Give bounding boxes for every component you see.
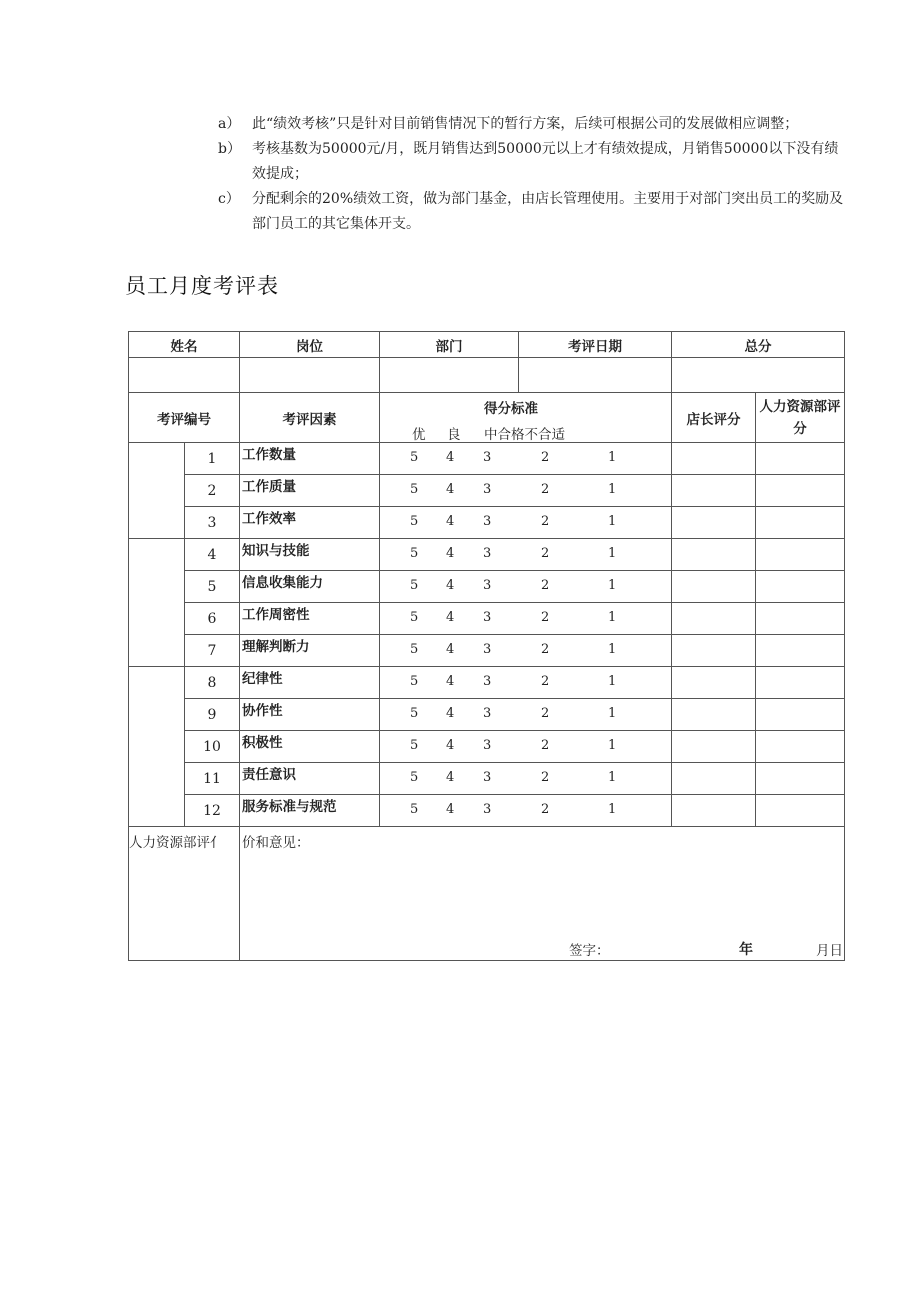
score-standard-row [380, 731, 672, 763]
item-factor: 工作数量 [240, 443, 380, 475]
score-1[interactable]: 1 [608, 546, 617, 561]
score-standard-row [380, 635, 672, 667]
hr-score-field[interactable] [756, 763, 845, 795]
item-number: 2 [185, 475, 240, 507]
item-factor: 积极性 [240, 731, 380, 763]
score-3[interactable]: 3 [483, 674, 492, 689]
header-eval-date: 考评日期 [519, 332, 672, 358]
score-3[interactable]: 3 [483, 802, 492, 817]
manager-score-field[interactable] [672, 475, 756, 507]
score-2[interactable]: 2 [541, 578, 550, 593]
manager-score-field[interactable] [672, 539, 756, 571]
item-factor: 信息收集能力 [240, 571, 380, 603]
header-department: 部门 [380, 332, 519, 358]
score-1[interactable]: 1 [608, 578, 617, 593]
score-3[interactable]: 3 [483, 514, 492, 529]
score-2[interactable]: 2 [541, 770, 550, 785]
score-4[interactable]: 4 [446, 546, 455, 561]
group-cell-2 [129, 539, 185, 667]
score-5[interactable]: 5 [410, 770, 419, 785]
score-5[interactable]: 5 [410, 514, 419, 529]
score-4[interactable]: 4 [446, 674, 455, 689]
manager-score-field[interactable] [672, 763, 756, 795]
position-field[interactable] [240, 358, 380, 393]
header-name: 姓名 [129, 332, 240, 358]
score-2[interactable]: 2 [541, 514, 550, 529]
manager-score-field[interactable] [672, 603, 756, 635]
signature-label: 签字： [569, 943, 610, 959]
hr-score-field[interactable] [756, 603, 845, 635]
item-number: 8 [185, 667, 240, 699]
manager-score-field[interactable] [672, 731, 756, 763]
note-a [218, 112, 848, 137]
item-number: 7 [185, 635, 240, 667]
item-number: 11 [185, 763, 240, 795]
note-text: 此“绩效考核”只是针对目前销售情况下的暂行方案，后续可根据公司的发展做相应调整； [252, 116, 799, 132]
score-standard-row [380, 475, 672, 507]
group-cell-3 [129, 667, 185, 827]
score-4[interactable]: 4 [446, 514, 455, 529]
hr-score-field[interactable] [756, 571, 845, 603]
score-1[interactable]: 1 [608, 706, 617, 721]
hr-score-field[interactable] [756, 699, 845, 731]
hr-comment-text: 价和意见： [242, 835, 310, 851]
manager-score-field[interactable] [672, 795, 756, 827]
item-number: 5 [185, 571, 240, 603]
score-5[interactable]: 5 [410, 674, 419, 689]
score-standard-row [380, 539, 672, 571]
hr-comment-label: 人力资源部评亻 [129, 827, 240, 961]
item-number: 10 [185, 731, 240, 763]
evaluation-form-table [128, 331, 845, 961]
subheader-hr-score: 人力资源部评分 [756, 393, 845, 443]
score-3[interactable]: 3 [483, 770, 492, 785]
manager-score-field[interactable] [672, 667, 756, 699]
hr-score-field[interactable] [756, 539, 845, 571]
manager-score-field[interactable] [672, 635, 756, 667]
score-2[interactable]: 2 [541, 610, 550, 625]
hr-score-field[interactable] [756, 795, 845, 827]
note-mark: c） [218, 191, 240, 207]
score-1[interactable]: 1 [608, 482, 617, 497]
item-number: 6 [185, 603, 240, 635]
item-number: 4 [185, 539, 240, 571]
item-factor: 工作效率 [240, 507, 380, 539]
note-mark: b） [218, 141, 241, 157]
score-5[interactable]: 5 [410, 642, 419, 657]
manager-score-field[interactable] [672, 571, 756, 603]
item-number: 3 [185, 507, 240, 539]
score-5[interactable]: 5 [410, 706, 419, 721]
score-standard-row [380, 507, 672, 539]
score-4[interactable]: 4 [446, 450, 455, 465]
item-factor: 工作周密性 [240, 603, 380, 635]
score-4[interactable]: 4 [446, 706, 455, 721]
hr-score-field[interactable] [756, 731, 845, 763]
score-2[interactable]: 2 [541, 642, 550, 657]
page-title: 员工月度考评表 [125, 274, 279, 298]
score-2[interactable]: 2 [541, 706, 550, 721]
score-5[interactable]: 5 [410, 450, 419, 465]
score-5[interactable]: 5 [410, 802, 419, 817]
standard-title: 得分标准 [484, 400, 538, 417]
hr-score-field[interactable] [756, 667, 845, 699]
manager-score-field[interactable] [672, 507, 756, 539]
month-day-label: 月日 [816, 943, 843, 959]
name-field[interactable] [129, 358, 240, 393]
hr-score-field[interactable] [756, 635, 845, 667]
score-4[interactable]: 4 [446, 482, 455, 497]
manager-score-field[interactable] [672, 699, 756, 731]
score-standard-row [380, 795, 672, 827]
item-number: 12 [185, 795, 240, 827]
score-3[interactable]: 3 [483, 578, 492, 593]
score-1[interactable]: 1 [608, 738, 617, 753]
header-position: 岗位 [240, 332, 380, 358]
score-2[interactable]: 2 [541, 482, 550, 497]
score-3[interactable]: 3 [483, 738, 492, 753]
score-3[interactable]: 3 [483, 450, 492, 465]
hr-score-field[interactable] [756, 507, 845, 539]
item-number: 9 [185, 699, 240, 731]
hr-comment-area[interactable] [240, 827, 845, 961]
score-4[interactable]: 4 [446, 610, 455, 625]
manager-score-field[interactable] [672, 443, 756, 475]
group-cell-1 [129, 443, 185, 539]
score-standard-row [380, 667, 672, 699]
note-text: 分配剩余的20%绩效工资，做为部门基金，由店长管理使用。主要用于对部门突出员工的奖励及部门员工的其它集体开支。 [252, 191, 844, 232]
score-2[interactable]: 2 [541, 546, 550, 561]
score-2[interactable]: 2 [541, 802, 550, 817]
note-mark: a） [218, 116, 241, 132]
score-1[interactable]: 1 [608, 610, 617, 625]
eval-date-field[interactable] [519, 358, 672, 393]
score-3[interactable]: 3 [483, 482, 492, 497]
level-others: 中合格不合适 [484, 426, 565, 443]
item-factor: 纪律性 [240, 667, 380, 699]
item-factor: 理解判断力 [240, 635, 380, 667]
score-2[interactable]: 2 [541, 450, 550, 465]
item-number: 1 [185, 443, 240, 475]
item-factor: 知识与技能 [240, 539, 380, 571]
score-4[interactable]: 4 [446, 802, 455, 817]
score-standard-row [380, 603, 672, 635]
notes-list [218, 112, 848, 237]
score-standard-row [380, 699, 672, 731]
note-c [218, 187, 848, 237]
score-1[interactable]: 1 [608, 802, 617, 817]
score-5[interactable]: 5 [410, 546, 419, 561]
year-label: 年 [739, 942, 753, 958]
score-standard-row [380, 763, 672, 795]
item-factor: 服务标准与规范 [240, 795, 380, 827]
score-3[interactable]: 3 [483, 706, 492, 721]
score-3[interactable]: 3 [483, 546, 492, 561]
score-5[interactable]: 5 [410, 482, 419, 497]
subheader-eval-no: 考评编号 [129, 393, 240, 443]
score-2[interactable]: 2 [541, 738, 550, 753]
level-excellent: 优 [412, 426, 426, 443]
department-field[interactable] [380, 358, 519, 393]
score-1[interactable]: 1 [608, 450, 617, 465]
score-4[interactable]: 4 [446, 642, 455, 657]
note-text: 考核基数为50000元/月，既月销售达到50000元以上才有绩效提成，月销售50000以下没有绩效提成； [252, 141, 839, 182]
score-standard-row [380, 571, 672, 603]
hr-score-field[interactable] [756, 443, 845, 475]
score-3[interactable]: 3 [483, 610, 492, 625]
score-1[interactable]: 1 [608, 642, 617, 657]
score-standard-row [380, 443, 672, 475]
score-2[interactable]: 2 [541, 674, 550, 689]
item-factor: 协作性 [240, 699, 380, 731]
score-5[interactable]: 5 [410, 610, 419, 625]
score-3[interactable]: 3 [483, 642, 492, 657]
header-total: 总分 [672, 332, 845, 358]
score-4[interactable]: 4 [446, 578, 455, 593]
item-factor: 工作质量 [240, 475, 380, 507]
item-factor: 责任意识 [240, 763, 380, 795]
score-4[interactable]: 4 [446, 738, 455, 753]
hr-score-field[interactable] [756, 475, 845, 507]
subheader-eval-factor: 考评因素 [240, 393, 380, 443]
score-1[interactable]: 1 [608, 770, 617, 785]
score-1[interactable]: 1 [608, 674, 617, 689]
level-good: 良 [447, 426, 461, 443]
score-1[interactable]: 1 [608, 514, 617, 529]
subheader-manager-score: 店长评分 [672, 393, 756, 443]
score-5[interactable]: 5 [410, 738, 419, 753]
note-b [218, 137, 848, 187]
subheader-standard [380, 393, 672, 443]
score-4[interactable]: 4 [446, 770, 455, 785]
score-5[interactable]: 5 [410, 578, 419, 593]
total-field[interactable] [672, 358, 845, 393]
